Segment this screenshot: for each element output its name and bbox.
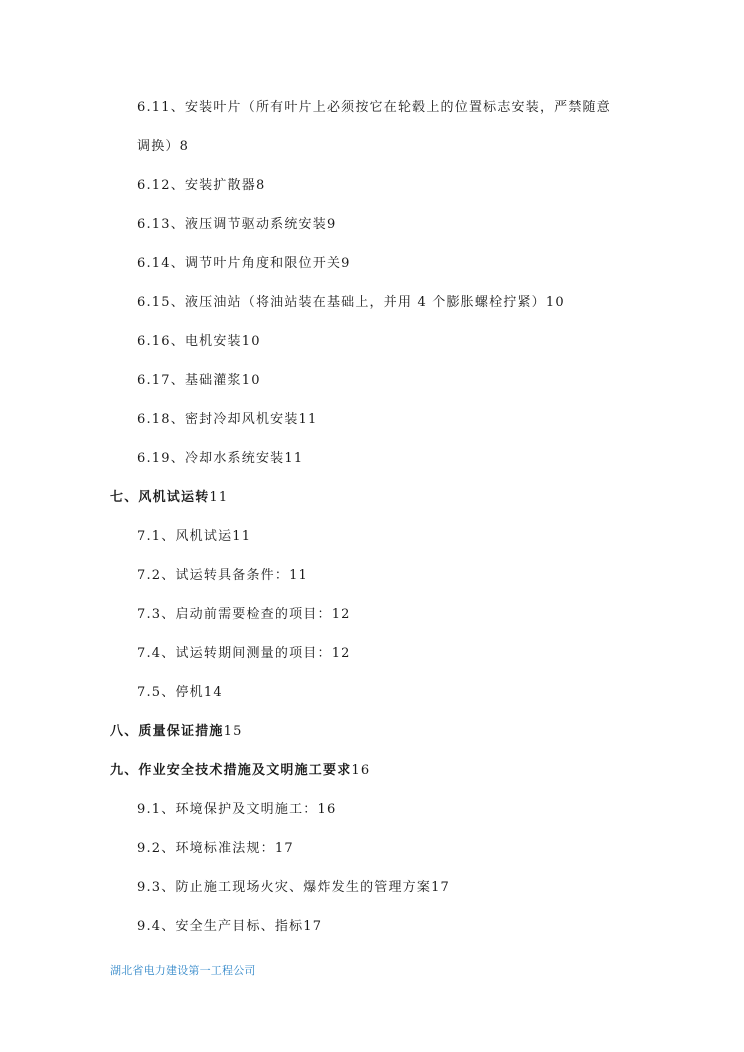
- toc-entry-6-18: 6.18、密封冷却风机安装11: [137, 412, 318, 427]
- toc-entry-6-13: 6.13、液压调节驱动系统安装9: [137, 217, 337, 232]
- toc-entry-9-3: 9.3、防止施工现场火灾、爆炸发生的管理方案17: [137, 880, 451, 895]
- toc-entry-6-19: 6.19、冷却水系统安装11: [137, 451, 304, 466]
- toc-entry-7-5: 7.5、停机14: [137, 685, 223, 700]
- toc-entry-9-2: 9.2、环境标准法规：17: [137, 841, 294, 856]
- toc-entry-9-1: 9.1、环境保护及文明施工：16: [137, 802, 337, 817]
- toc-entry-7-2: 7.2、试运转具备条件：11: [137, 568, 309, 583]
- toc-entry-6-14: 6.14、调节叶片角度和限位开关9: [137, 256, 351, 271]
- toc-entry-6-17: 6.17、基础灌浆10: [137, 373, 261, 388]
- toc-entry-7-3: 7.3、启动前需要检查的项目：12: [137, 607, 351, 622]
- toc-heading-9: 九、作业安全技术措施及文明施工要求16: [110, 763, 371, 778]
- toc-entry-9-4: 9.4、安全生产目标、指标17: [137, 919, 323, 934]
- toc-entry-7-1: 7.1、风机试运11: [137, 529, 252, 544]
- toc-entry-6-16: 6.16、电机安装10: [137, 334, 261, 349]
- toc-heading-7: 七、风机试运转11: [110, 490, 229, 505]
- toc-entry-6-11: 6.11、安装叶片（所有叶片上必须按它在轮毂上的位置标志安装，严禁随意: [137, 100, 611, 115]
- toc-entry-6-11-cont: 调换）8: [137, 139, 190, 154]
- page-footer-company: 湖北省电力建设第一工程公司: [110, 964, 256, 977]
- toc-entry-6-12: 6.12、安装扩散器8: [137, 178, 266, 193]
- toc-heading-8: 八、质量保证措施15: [110, 724, 243, 739]
- toc-entry-6-15: 6.15、液压油站（将油站装在基础上，并用 4 个膨胀螺栓拧紧）10: [137, 295, 565, 310]
- toc-entry-7-4: 7.4、试运转期间测量的项目：12: [137, 646, 351, 661]
